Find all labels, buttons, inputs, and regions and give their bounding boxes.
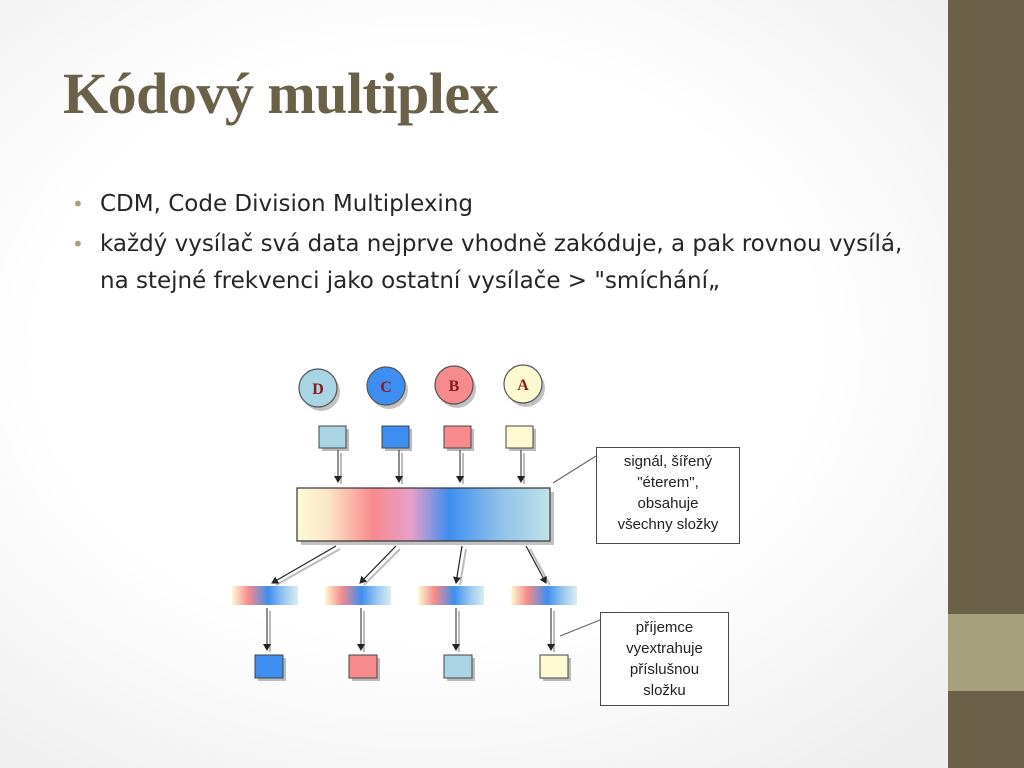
arrow-mix-to-r4 <box>526 546 546 583</box>
sender-c-label: C <box>380 379 392 396</box>
split-arrows <box>272 546 550 585</box>
sender-code-box-a <box>506 426 533 448</box>
receiver-callout-line: složku <box>643 682 686 699</box>
receiver-code-boxes <box>255 655 571 681</box>
signal-callout-line: "éterem", <box>637 474 699 491</box>
receiver-bar-4 <box>511 586 577 605</box>
receiver-callout-line: vyextrahuje <box>626 640 703 657</box>
mixed-signal-bar <box>297 488 550 541</box>
receiver-callout-line: příslušnou <box>629 661 700 678</box>
receiver-code-box-3 <box>444 655 472 678</box>
sender-circles <box>299 365 545 411</box>
arrow-mix-to-r2 <box>360 546 396 583</box>
receiver-callout-leader <box>560 620 600 636</box>
sender-code-box-b <box>444 426 471 448</box>
arrow-mix-to-r1 <box>272 546 336 583</box>
receiver-arrows <box>267 608 554 652</box>
signal-callout-leader <box>553 456 596 483</box>
sender-a-label: A <box>517 377 529 394</box>
receiver-callout <box>600 612 729 706</box>
receiver-code-box-4 <box>540 655 568 678</box>
sender-code-box-d <box>319 426 346 448</box>
sender-code-box-c <box>382 426 409 448</box>
mixed-signal <box>297 488 554 545</box>
sender-circle-d <box>299 369 340 411</box>
sender-arrows <box>338 450 524 484</box>
sender-b-label: B <box>448 378 460 395</box>
side-accent-block <box>948 614 1024 691</box>
sender-d-label: D <box>312 381 324 398</box>
signal-callout-line: všechny složky <box>617 516 719 533</box>
receiver-bar-1 <box>232 586 298 605</box>
signal-callout <box>596 447 740 544</box>
sender-circle-c <box>367 367 408 409</box>
bullet-text: každý vysílač svá data nejprve vhodně zakóduje, a pak rovnou vysílá, na stejné frekvenci jako ostatní vysílače > "smíchání„ <box>100 231 903 294</box>
bullet-text: CDM, Code Division Multiplexing <box>100 191 473 217</box>
sender-code-boxes <box>319 426 536 451</box>
signal-callout-line: obsahuje <box>637 495 699 512</box>
receiver-bar-2 <box>325 586 391 605</box>
receiver-code-box-2 <box>349 655 377 678</box>
signal-callout-line: signál, šířený <box>623 453 713 470</box>
receiver-callout-line: příjemce <box>635 619 694 636</box>
slide-title: Kódový multiplex <box>63 61 499 126</box>
receiver-code-box-1 <box>255 655 283 678</box>
receiver-bars <box>232 586 577 605</box>
bullet-icon: • <box>72 192 84 216</box>
receiver-bar-3 <box>418 586 484 605</box>
sender-circle-b <box>435 366 476 408</box>
sender-circle-a <box>504 365 545 407</box>
bullet-icon: • <box>72 232 84 256</box>
